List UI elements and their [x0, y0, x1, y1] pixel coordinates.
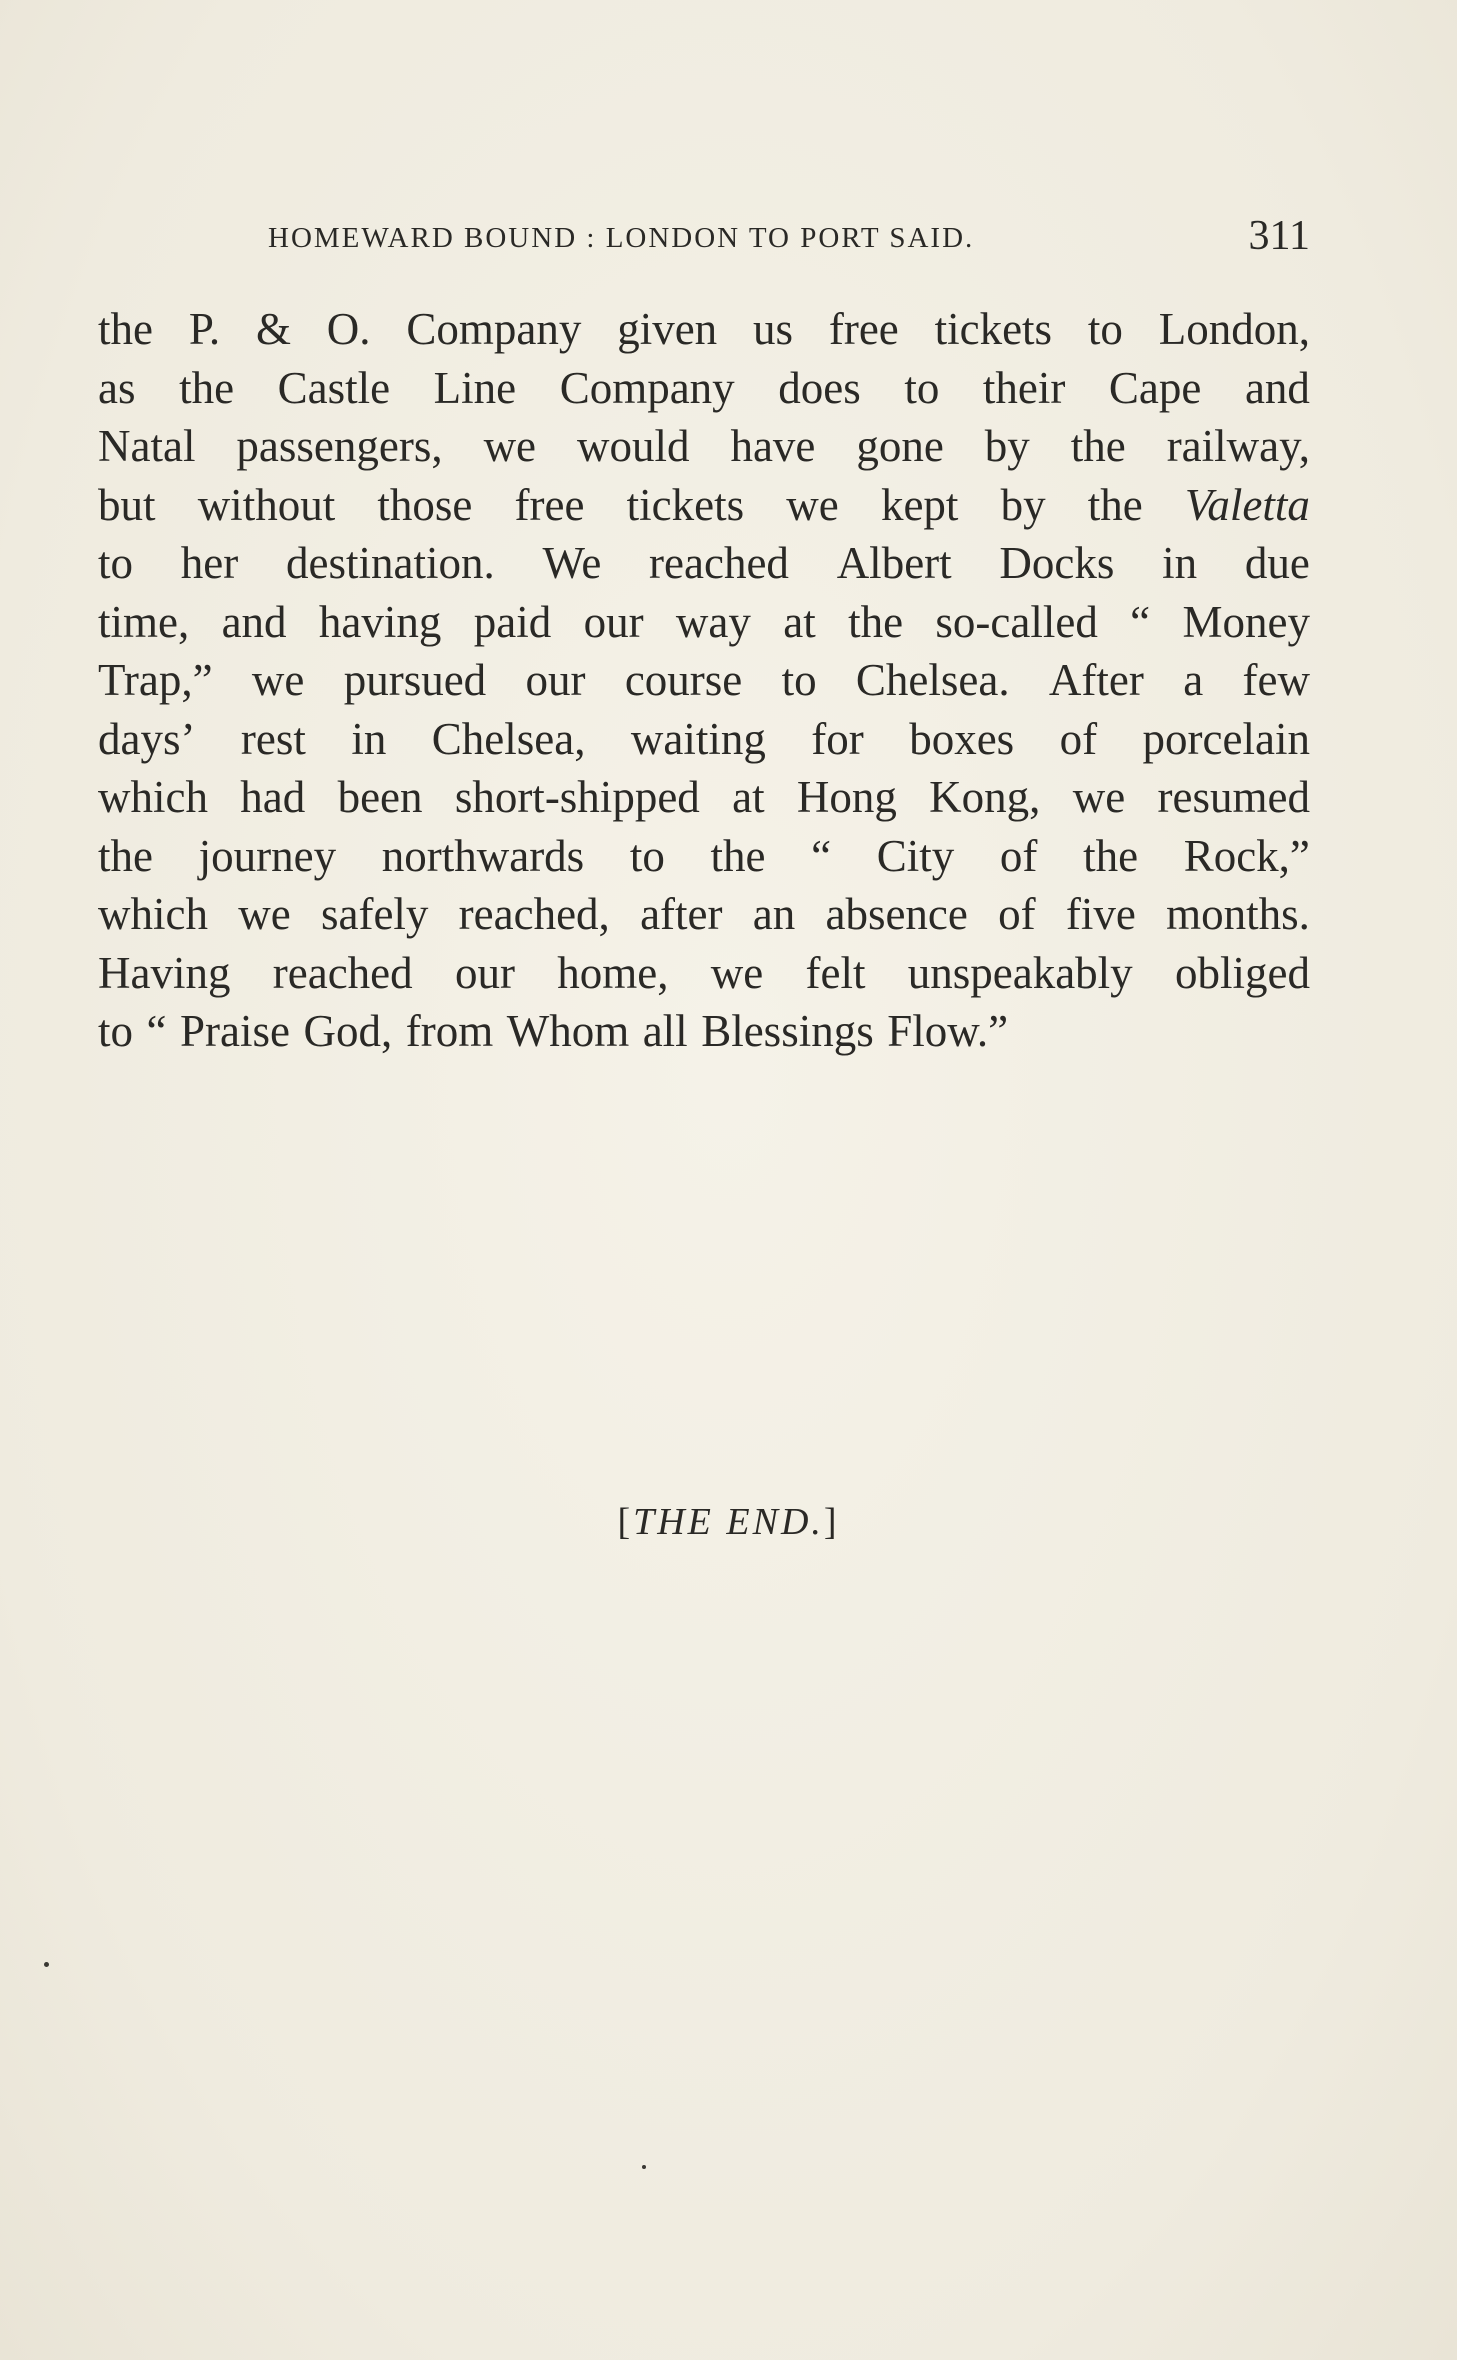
text-line: Having reached our home, we felt unspeakably obliged: [98, 947, 1310, 998]
paper-speck: [44, 1962, 49, 1967]
end-text: THE END.: [633, 1501, 824, 1543]
text-line: days’ rest in Chelsea, waiting for boxes of porcelain: [98, 713, 1310, 764]
end-bracket-close: ]: [823, 1501, 840, 1543]
running-title: HOMEWARD BOUND : LONDON TO PORT SAID.: [268, 222, 975, 254]
paper-speck: [642, 2165, 646, 2169]
text-line: Natal passengers, we would have gone by the railway,: [98, 421, 1310, 471]
text-line: as the Castle Line Company does to their Cape and: [98, 362, 1310, 413]
page-header: [98, 212, 1310, 262]
text-line: time, and having paid our way at the so-called “ Money: [98, 596, 1310, 647]
text-line: Trap,” we pursued our course to Chelsea. After a few: [98, 655, 1310, 705]
text-line: the P. & O. Company given us free tickets to London,: [98, 304, 1310, 354]
page-number: 311: [1248, 213, 1310, 259]
text-line: but without those free tickets we kept by the Valetta: [98, 479, 1310, 530]
text-line: which we safely reached, after an absence of five months.: [98, 889, 1310, 939]
text-line: to “ Praise God, from Whom all Blessings Flow.”: [98, 1006, 1009, 1056]
text-line: which had been short-shipped at Hong Kong, we resumed: [98, 772, 1310, 822]
body-paragraph: [98, 300, 1310, 1061]
text-line: to her destination. We reached Albert Docks in due: [98, 538, 1310, 588]
end-mark: [0, 1500, 1457, 1544]
text-line: the journey northwards to the “ City of the Rock,”: [98, 830, 1310, 881]
end-bracket-open: [: [617, 1501, 634, 1543]
